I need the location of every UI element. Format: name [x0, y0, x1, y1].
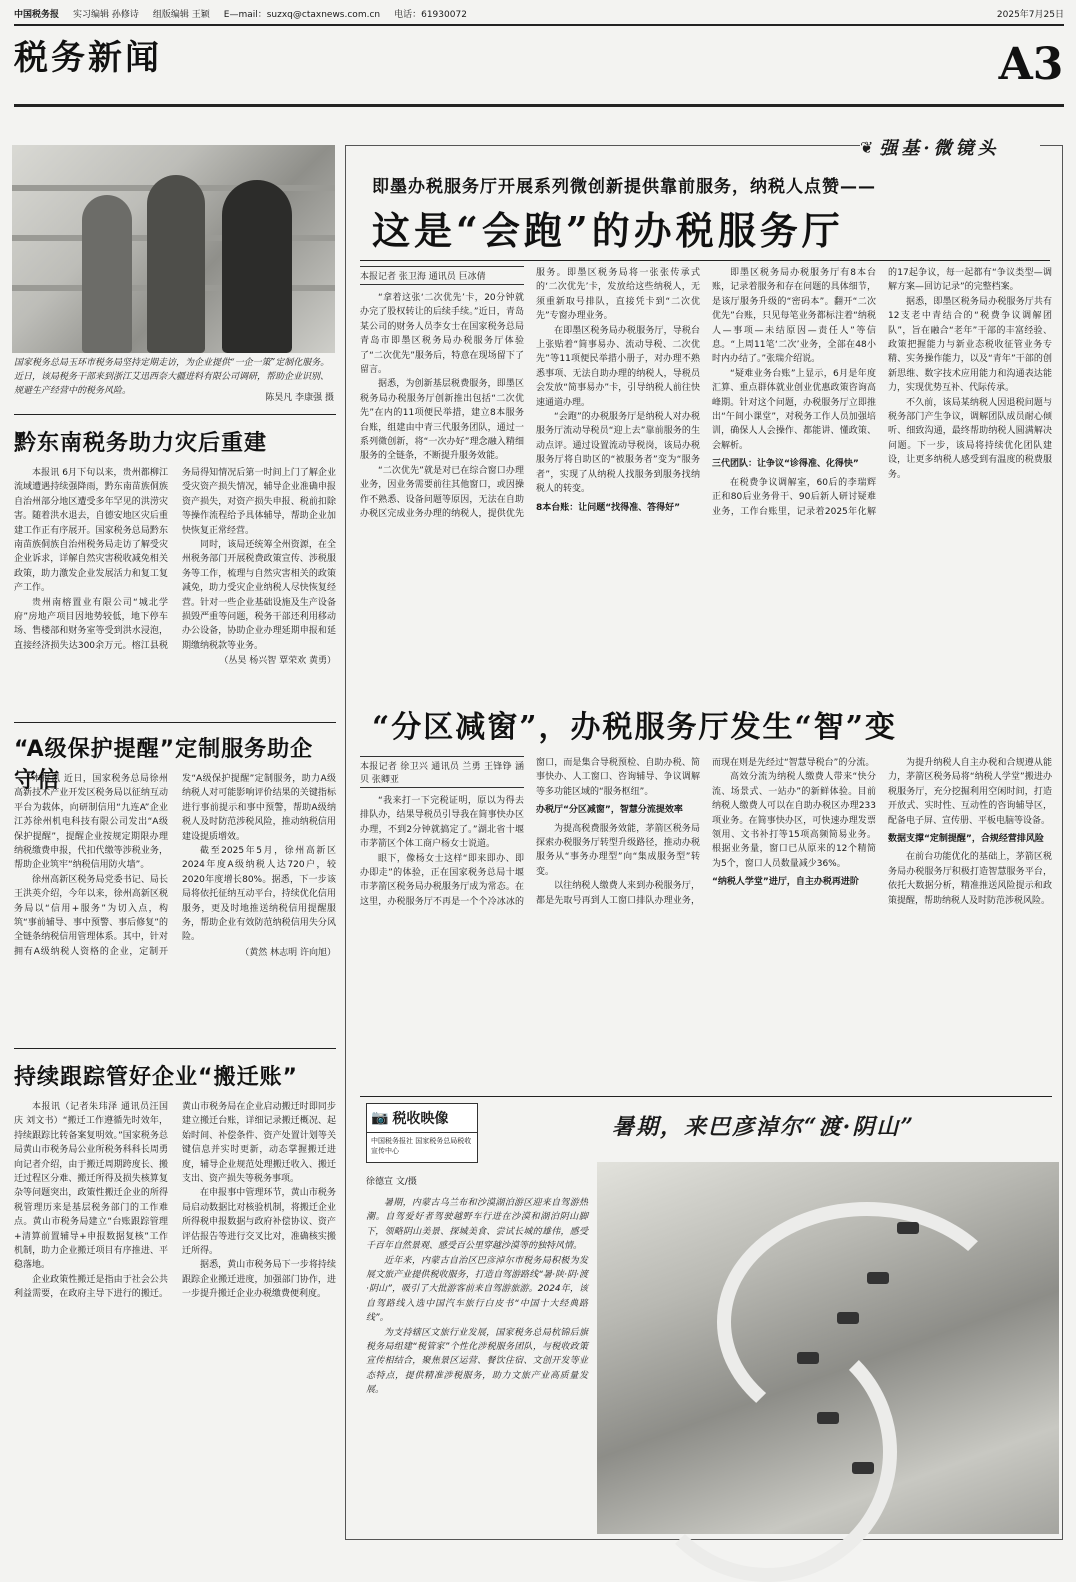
- article-paragraph: 本报讯 近日，国家税务总局徐州高新技术产业开发区税务局以征纳互动平台为载体，向研制信用“九连A”企业江苏徐州机电科技有限公司发出“A级保护提醒”，提醒企业按规定期限办理纳税缴费申报，代扣代缴等涉税业务，帮助企业筑牢“纳税信用防火墙”。: [14, 774, 168, 871]
- subheading: 办税厅“分区减窗”，智慧分流提效率: [536, 805, 683, 816]
- photo-credit: 陈昊凡 李康强 摄: [265, 393, 334, 403]
- article-paragraph: 在即墨区税务局办税服务厅，导税台上张贴着“简事易办、流动导税、二次优先”等11项便民举措小册子，对办理不熟悉事项、无法自助办理的纳税人，导税员会发放“简事易办”卡，引导纳税人前往快速通道办理。: [536, 325, 700, 408]
- article-paragraph: 本报讯 6月下旬以来，贵州都柳江流域遭遇持续强降雨，黔东南苗族侗族自治州部分地区遭受多年罕见的洪涝灾害。随着洪水退去，自德安地区灾后重建工作正有序展开。国家税务总局黔东南苗族侗族自治州税务局走访了解受灾企业诉求，详解自然灾害税收减免相关政策，助力激发企业发展活力和复工复产工作。: [14, 468, 168, 594]
- divider: [14, 414, 336, 415]
- camera-icon: 📷: [371, 1110, 389, 1126]
- article-paragraph: “会跑”的办税服务厅是纳税人对办税服务厅流动导税员“迎上去”靠前服务的生动点评。通过设置流动导税岗，该局办税服务厅将自助区的“被服务者”变为“服务者”，实现了从纳税人找服务到服务找纳税人的转变。: [536, 412, 700, 495]
- article-paragraph: 在税费争议调解室，60后的李瑞辉正和80后业务骨干、90后新人研讨疑难业务，工作台账里，记录着2025年化解的17起争议，每一起都有“争议类型—调解方案—回访记录”的完整档案。: [712, 268, 1052, 517]
- article-paragraph: 徐州高新区税务局党委书记、局长王洪英介绍，今年以来，徐州高新区税务局以“信用+服务”为切入点，构筑“事前辅导、事中预警、事后修复”的全链条纳税信用管理体系。其中，针对拥有A级纳税人资格的企业，定制开发“A级保护提醒”定制服务，助力A级纳税人对可能影响评价结果的关键指标进行事前提示和事中预警，帮助A级纳税人及时防范涉税风险，推动纳税信用建设提质增效。: [14, 774, 336, 957]
- feature2-body: [360, 756, 1052, 1090]
- subheading: 数据支撑“定制提醒”，合规经营排风险: [888, 834, 1044, 845]
- top-rule: [14, 24, 1064, 26]
- article-paragraph: 为提升纳税人自主办税和合规遵从能力，茅箭区税务局将“纳税人学堂”搬进办税服务厅，充分挖掘利用空闲时间，打造开放式、实时性、互动性的咨询辅导区，配备电子屏、宣传册、平板电脑等设备。: [888, 758, 1052, 826]
- email[interactable]: E—mail：suzxq@ctaxnews.com.cn: [223, 9, 381, 20]
- article-body-a-level: [14, 772, 336, 1042]
- article-paragraph: 为支持辖区文旅行业发展，国家税务总局杭锦后旗税务局组建“税管家”个性化涉税服务团队，与税收政策宣传相结合，聚焦景区运营、餐饮住宿、文创开发等业态特点，提供精准涉税服务，助力文旅产业高质量发展。: [366, 1327, 588, 1396]
- subheading: “纳税人学堂”进厅，自主办税再进阶: [712, 877, 859, 888]
- feature1-title: 这是“会跑”的办税服务厅: [372, 208, 844, 253]
- column-tag-box: [860, 134, 1040, 160]
- paper-name: 中国税务报: [14, 9, 60, 20]
- group-editor: 组版编辑 王颖: [152, 9, 210, 20]
- article-paragraph: 在前台功能优化的基础上，茅箭区税务局办税服务厅积极打造智慧服务平台，依托大数据分析，精准推送风险提示和政策提醒，帮助纳税人及时防范涉税风险。: [888, 852, 1052, 906]
- page-number: A3: [998, 39, 1064, 90]
- feature2-byline: 本报记者 徐卫兴 通讯员 兰勇 王锋铮 涵贝 张卿亚: [360, 756, 524, 788]
- article-paragraph: 不久前，该局某纳税人因退税问题与税务部门产生争议，调解团队成员耐心倾听、细致沟通，最终帮助纳税人圆满解决问题。下一步，该局将持续优化团队建设，让更多纳税人感受到有温度的税费服务。: [888, 397, 1052, 480]
- subheading: 8本台账：让问题“找得准、答得好”: [536, 502, 681, 513]
- section-title: 税务新闻: [14, 38, 162, 78]
- photo-caption: 国家税务总局玉环市税务局坚持定期走访，为企业提供“一企一策”定制化服务。近日，该局税务干部来到浙江艾迅西奈大疆进料有限公司调研，帮助企业识别、规避生产经营中的税务风险。: [14, 358, 330, 396]
- article-credit: （丛昊 杨兴智 覃荣欢 黄勇）: [219, 656, 336, 667]
- article-paragraph: 企业政策性搬迁是指由于社会公共利益需要，在政府主导下进行的搬迁。黄山市税务局在企业启动搬迁时即同步建立搬迁台账，详细记录搬迁概况、起始时间、补偿条件、资产处置计划等关键信息并实时更新，动态掌握搬迁进度，辅导企业规范处理搬迁收入、搬迁支出、资产损失等税务事项。: [14, 1102, 336, 1300]
- photo-feature-body: [366, 1196, 588, 1536]
- article-paragraph: “拿着这张‘二次优先’卡，20分钟就办完了股权转让的后续手续。”近日，青岛某公司的财务人员李女士在国家税务总局青岛市即墨区税务局办税服务厅体验了“二次优先”服务后，特意在现场留下了留言。: [360, 293, 524, 376]
- article-paragraph: 高效分流为纳税人缴费人带来“快分流、场景式、一站办”的新鲜体验。目前纳税人缴费人可以在自助办税区办理233项业务。在简事快办区，可快速办理发票领用、文书补打等15项高频简易业务。根据业务量，窗口已从原来的12个精简为5个，窗口人员数量减少36%。: [712, 772, 876, 869]
- photo-feature-title: 暑期，来巴彦淖尔“渡·阴山”: [612, 1114, 915, 1140]
- article-paragraph: 在申报事中管理环节，黄山市税务局启动数据比对核验机制，将搬迁企业所得税申报数据与政府补偿协议、资产评估报告等进行交叉比对，准确核实搬迁所得。: [182, 1188, 336, 1257]
- column-tag: 强基·微镜头: [879, 138, 1000, 159]
- article-paragraph: 据悉，即墨区税务局办税服务厅共有12支老中青结合的“税费争议调解团队”，旨在融合“老年”干部的丰富经验、政策把握能力与新业态税收征管业务专精、实务操作能力，以及“青年”干部的创新思维、数字技术应用能力和沟通表达能力，实现优势互补、代际传承。: [888, 296, 1052, 394]
- article-paragraph: 据悉，黄山市税务局下一步将持续跟踪企业搬迁进度，加强部门协作，进一步提升搬迁企业办税缴费便利度。: [182, 1260, 336, 1300]
- photo-feature-byline: 徐德宣 文/摄: [366, 1177, 417, 1187]
- article-paragraph: 贵州南榕置业有限公司“城北学府”房地产项目因地势较低，地下停车场、售楼部和财务室等受到洪水浸泡，直接经济损失达300余万元。榕江县税务局得知情况后第一时间上门了解企业受灾资产损失情况，辅导企业准确申报资产损失，对资产损失申报、税前扣除等操作流程给予具体辅导，帮助企业加快恢复正常经营。: [14, 468, 336, 651]
- phone: 电话：61930072: [394, 9, 467, 20]
- article-paragraph: 近年来，内蒙古自治区巴彦淖尔市税务局积极为发展文旅产业提供税收服务，打造自驾游路线“暑·陕·阴·渡·阴山”，吸引了大批游客前来自驾游旅游。2024年，该自驾路线入选中国汽车旅行白皮书“中国十大经典路线”。: [366, 1255, 588, 1324]
- photo-yinshan-road: [597, 1162, 1059, 1534]
- article-paragraph: 以往纳税人缴费人来到办税服务厅，都是先取号再到人工窗口排队办理业务，而现在则是先经过“智慧导税台”的分流。: [536, 758, 875, 906]
- article-title-relocation: 持续跟踪管好企业“搬迁账”: [14, 1065, 298, 1090]
- issue-date: 2025年7月25日: [996, 9, 1064, 20]
- article-paragraph: “我来打一下完税证明，原以为得去排队办，结果导税员引导我在简事快办区办理，不到2分钟就搞定了。”湖北省十堰市茅箭区个体工商户杨女士说道。: [360, 796, 524, 850]
- article-body-qiandongnan: [14, 466, 336, 716]
- divider: [14, 722, 336, 723]
- subheading: 三代团队：让争议“诊得准、化得快”: [712, 459, 859, 470]
- feature2-title: “分区减窗”，办税服务厅发生“智”变: [372, 710, 898, 745]
- article-paragraph: 暑期，内蒙古乌兰布和沙漠湖泊游区迎来自驾游热潮。自驾爱好者驾驶越野车行进在沙漠和湖泊阴山脚下，领略阴山美景、探城美食、尝试长城的雄伟，感受千百年自然景观、感受百公里穿越沙漠等的独特风情。: [366, 1198, 588, 1252]
- article-paragraph: “疑难业务台账”上显示，6月是年度汇算、重点群体就业创业优惠政策咨询高峰期。针对这个问题，办税服务厅立即推出“午间小课堂”，对税务工作人员加强培训，确保人人会操作、都能讲、懂政策、会解析。: [712, 368, 876, 451]
- article-body-relocation: [14, 1100, 336, 1540]
- badge-title: 税收映像: [392, 1111, 449, 1127]
- article-paragraph: 同时，该局还统筹全州资源，在全州税务部门开展税费政策宣传、涉税服务等工作，梳理与自然灾害相关的政策减免，助力受灾企业纳税人尽快恢复经营。针对一些企业基础设施及生产设备损毁严重等问题，税务干部还利用移动办公设备，协助企业办理延期申报和延期缴纳税款等业务。: [182, 540, 336, 651]
- divider: [14, 1048, 336, 1049]
- divider: [360, 260, 1050, 261]
- article-paragraph: 眼下，像杨女士这样“即来即办、即办即走”的体验，正在国家税务总局十堰市茅箭区税务局办税服务厅成为常态。在这里，办税服务厅不再是一个个冷冰冰的窗口，而是集合导税预检、自助办税、简事快办、人工窗口、咨询辅导、争议调解等多功能区域的“服务枢纽”。: [360, 758, 700, 907]
- leaf-icon: ❦: [860, 137, 874, 157]
- feature1-byline: 本报记者 张卫海 通讯员 巨冰倩: [360, 266, 524, 285]
- feature1-kicker: 即墨办税服务厅开展系列微创新提供靠前服务，纳税人点赞——: [372, 177, 876, 197]
- badge-subtitle: 中国税务报社 国家税务总局税收宣传中心: [371, 1137, 472, 1155]
- article-paragraph: 即墨区税务局办税服务厅有8本台账，记录着服务和存在问题的具体细节，是该厅服务升级的“密码本”。翻开“二次优先”台账，只见每笔业务都标注着“纳税人—事项—未结原因—责任人”等信息。“上周11笔‘二次’业务，全部在48小时内办结了。”张瑞介绍说。: [712, 268, 876, 365]
- masthead-bar: [14, 4, 1064, 22]
- intern-editor: 实习编辑 孙修诗: [73, 9, 139, 20]
- photo-tax-visit: [12, 145, 335, 353]
- article-paragraph: 本报讯（记者朱玮泽 通讯员汪国庆 刘文书）“搬迁工作遵循先时效年，持续跟踪比转备案复明效。”国家税务总局黄山市税务局公业所税务科科长周勇向记者介绍，由于搬迁周期跨度长、搬迁过程区分难、搬迁所得及损失核算复杂等问题突出，政策性搬迁企业的所得税管理历来是基层税务部门的工作难点。黄山市税务局建立“台账跟踪管理+清算前置辅导+申报数据复核”工作机制，助力企业搬迁项目有序推进、平稳落地。: [14, 1102, 168, 1271]
- divider: [360, 1096, 1052, 1097]
- article-paragraph: 截至2025年5月，徐州高新区2024年度A级纳税人达720户，较2020年度增长80%。据悉，下一步该局将依托征纳互动平台，持续优化信用服务，更及时地推送纳税信用提醒服务，帮助企业有效防范纳税信用失分风险。: [182, 846, 336, 943]
- article-paragraph: 为提高税费服务效能，茅箭区税务局探索办税服务厅转型升级路径，推动办税服务从“事务办理型”向“集成服务型”转变。: [536, 823, 700, 877]
- article-credit: （黄然 林志明 许向旭）: [240, 947, 336, 958]
- article-title-qiandongnan: 黔东南税务助力灾后重建: [14, 431, 268, 456]
- feature1-body: [360, 266, 1052, 690]
- section-rule: [14, 104, 1064, 107]
- tax-image-badge: [366, 1103, 478, 1163]
- article-paragraph: “二次优先”就是对已在综合窗口办理业务，因业务需要前往其他窗口，或因操作不熟悉、设备问题等原因，无法在自助办税区完成业务办理的纳税人，提供优先服务。即墨区税务局将一张张传承式的‘二次优先’卡，发放给这些纳税人，无须重新取号排队，直接凭卡到“二次优先”专窗办理业务。: [360, 268, 700, 520]
- article-paragraph: 据悉，为创新基层税费服务，即墨区税务局办税服务厅创新推出包括“二次优先”在内的11项便民举措，建立8本服务台账，组建由中青三代服务团队，通过一系列微创新，将“一次办好”理念融入精细服务的全链条，不断提升服务效能。: [360, 379, 524, 462]
- article-title-a-level: “A级保护提醒”定制服务助企守信: [14, 737, 314, 793]
